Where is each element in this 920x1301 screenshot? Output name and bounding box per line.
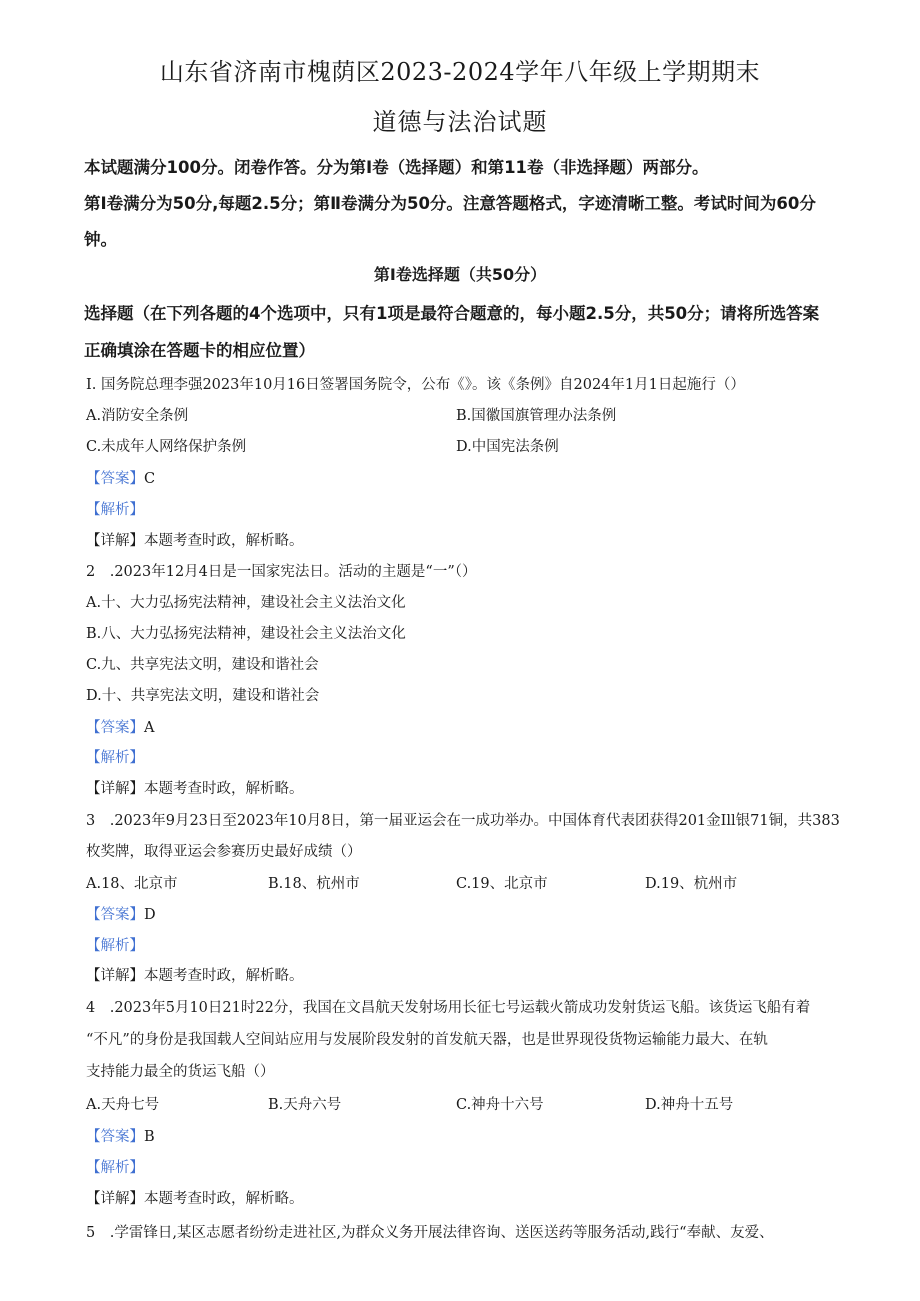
question-3-stem-cont: 枚奖牌，取得亚运会参赛历史最好成绩（）: [86, 844, 362, 860]
question-2-answer: [86, 716, 154, 737]
answer-label: 【答案】: [86, 1129, 144, 1145]
question-2-option-a: A.十、大力弘扬宪法精神，建设社会主义法治文化: [86, 595, 406, 611]
detail-text: 本题考查时政，解析略。: [144, 533, 304, 549]
question-1-stem: I. 国务院总理李强2023年10月16日签署国务院令，公布《》。该《条例》自2024年1月1日起施行（）: [86, 377, 745, 393]
question-3-option-d: D.19、杭州市: [645, 876, 738, 892]
answer-value: A: [144, 720, 155, 736]
question-3-answer: [86, 903, 156, 924]
question-4-analysis-label: 【解析】: [86, 1160, 144, 1176]
detail-label: 【详解】: [86, 1191, 144, 1207]
question-3-stem: 3 .2023年9月23日至2023年10月8日，第一届亚运会在一成功举办。中国体育代表团获得201金Ill银71铜，共383: [86, 813, 840, 829]
question-3-option-c: C.19、北京市: [456, 876, 548, 892]
section-title: 第Ⅰ卷选择题（共50分）: [373, 265, 547, 284]
question-2-analysis-label: 【解析】: [86, 750, 144, 766]
detail-label: 【详解】: [86, 781, 144, 797]
answer-value: B: [144, 1129, 155, 1145]
question-3-option-a: A.18、北京市: [86, 876, 178, 892]
page-title: 山东省济南市槐荫区2023-2024学年八年级上学期期末: [159, 58, 761, 86]
answer-label: 【答案】: [86, 720, 144, 736]
question-1-option-d: D.中国宪法条例: [456, 439, 559, 455]
question-3-option-b: B.18、杭州市: [268, 876, 360, 892]
question-1-option-c: C.未成年人网络保护条例: [86, 439, 247, 455]
question-4-stem-cont: “不凡”的身份是我国载人空间站应用与发展阶段发射的首发航天器，也是世界现役货物运输能力最大、在轨: [86, 1032, 768, 1048]
question-4-stem: 4 .2023年5月10日21时22分，我国在文昌航天发射场用长征七号运载火箭成功发射货运飞船。该货运飞船有着: [86, 1000, 811, 1016]
question-1-option-b: B.国徽国旗管理办法条例: [456, 408, 617, 424]
detail-text: 本题考查时政，解析略。: [144, 1191, 304, 1207]
question-5-stem: 5 .学雷锋日,某区志愿者纷纷走进社区,为群众义务开展法律咨询、送医送药等服务活动,践行“奉献、友爱、: [86, 1225, 774, 1241]
answer-label: 【答案】: [86, 907, 144, 923]
question-4-answer: [86, 1125, 155, 1146]
question-4-option-b: B.天舟六号: [268, 1097, 342, 1113]
question-2-option-d: D.十、共享宪法文明，建设和谐社会: [86, 688, 320, 704]
question-2-option-c: C.九、共享宪法文明，建设和谐社会: [86, 657, 319, 673]
question-2-stem: 2 .2023年12月4日是一国家宪法日。活动的主题是“一”（）: [86, 564, 477, 580]
detail-label: 【详解】: [86, 968, 144, 984]
question-1-answer: [86, 467, 155, 488]
question-1-option-a: A.消防安全条例: [86, 408, 189, 424]
page-subtitle: 道德与法治试题: [372, 108, 548, 136]
answer-value: C: [144, 471, 156, 487]
question-3-detail: [86, 964, 304, 985]
instruction-line: 本试题满分100分。闭卷作答。分为第Ⅰ卷（选择题）和第11卷（非选择题）两部分。: [84, 158, 709, 177]
section-instruction-line: 正确填涂在答题卡的相应位置）: [84, 341, 315, 360]
answer-label: 【答案】: [86, 471, 144, 487]
question-1-detail: [86, 529, 304, 550]
detail-text: 本题考查时政，解析略。: [144, 781, 304, 797]
question-4-stem-cont: 支持能力最全的货运飞船（）: [86, 1064, 275, 1080]
question-2-detail: [86, 777, 304, 798]
detail-label: 【详解】: [86, 533, 144, 549]
instruction-line: 第Ⅰ卷满分为50分,每题2.5分；第Ⅱ卷满分为50分。注意答题格式，字迹清晰工整。考试时间为60分: [84, 194, 816, 213]
question-4-option-d: D.神舟十五号: [645, 1097, 734, 1113]
question-4-detail: [86, 1187, 304, 1208]
question-2-option-b: B.八、大力弘扬宪法精神，建设社会主义法治文化: [86, 626, 406, 642]
answer-value: D: [144, 907, 156, 923]
question-4-option-a: A.天舟七号: [86, 1097, 160, 1113]
instruction-line: 钟。: [84, 230, 117, 249]
question-3-analysis-label: 【解析】: [86, 938, 144, 954]
question-4-option-c: C.神舟十六号: [456, 1097, 544, 1113]
question-1-analysis-label: 【解析】: [86, 502, 144, 518]
detail-text: 本题考查时政，解析略。: [144, 968, 304, 984]
section-instruction-line: 选择题（在下列各题的4个选项中，只有1项是最符合题意的，每小题2.5分，共50分；请将所选答案: [84, 304, 820, 323]
